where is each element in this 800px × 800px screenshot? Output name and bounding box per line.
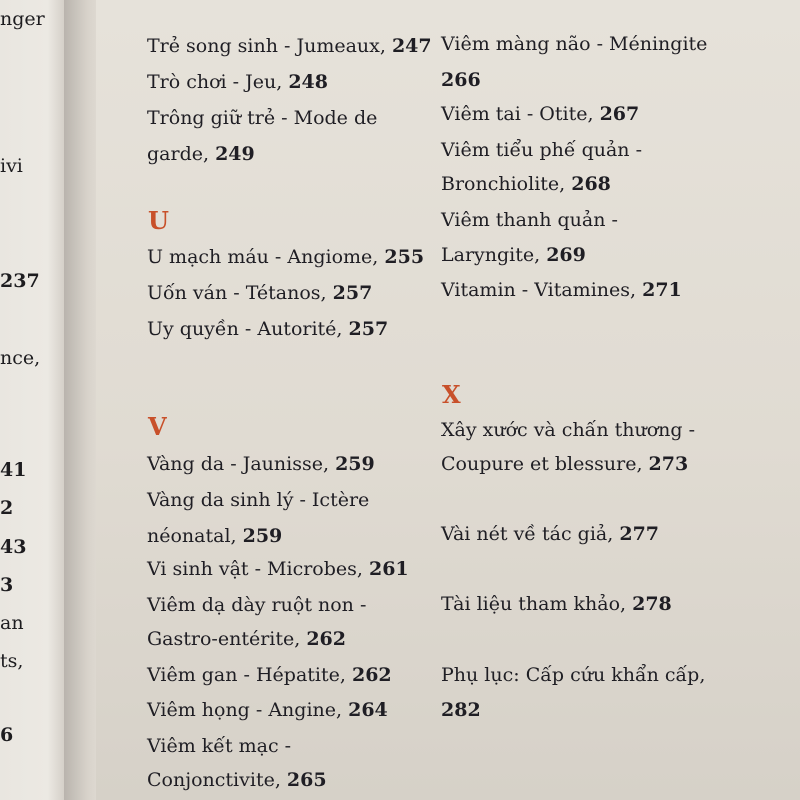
index-entry: Viêm thanh quản -	[441, 209, 618, 231]
index-entry: Vàng da - Jaunisse, 259	[147, 453, 375, 475]
index-entry: Uy quyền - Autorité, 257	[147, 318, 389, 340]
index-entry: Vitamin - Vitamines, 271	[441, 279, 682, 301]
index-entry: Gastro-entérite, 262	[147, 628, 346, 650]
index-entry: Coupure et blessure, 273	[441, 453, 689, 475]
index-entry: garde, 249	[147, 143, 255, 165]
index-entry: Vi sinh vật - Microbes, 261	[147, 558, 409, 580]
index-entry: Trẻ song sinh - Jumeaux, 247	[147, 35, 432, 57]
section-letter-u: U	[148, 206, 169, 235]
section-letter-v: V	[148, 412, 167, 441]
section-letter-x: X	[442, 380, 461, 409]
index-entry: Xây xước và chấn thương -	[441, 419, 696, 441]
index-entry-references: Tài liệu tham khảo, 278	[441, 593, 672, 615]
index-entry: Trò chơi - Jeu, 248	[147, 71, 328, 93]
left-margin-fragment: nce,	[0, 347, 41, 369]
index-entry: Uốn ván - Tétanos, 257	[147, 282, 373, 304]
index-entry: Bronchiolite, 268	[441, 173, 611, 195]
index-entry: Viêm tiểu phế quản -	[441, 139, 642, 161]
index-entry: Viêm dạ dày ruột non -	[147, 594, 367, 616]
left-margin-fragment: 43	[0, 536, 27, 558]
left-margin-fragment: 2	[0, 497, 14, 519]
index-entry: U mạch máu - Angiome, 255	[147, 246, 425, 268]
index-entry: Viêm gan - Hépatite, 262	[147, 664, 392, 686]
index-entry: Viêm họng - Angine, 264	[147, 699, 388, 721]
left-margin-fragment: ivi	[0, 155, 23, 177]
index-entry: 266	[441, 69, 481, 91]
left-margin-fragment: 41	[0, 459, 27, 481]
left-margin-fragment: 237	[0, 270, 40, 292]
index-entry-appendix: 282	[441, 699, 481, 721]
index-entry: Viêm màng não - Méningite	[441, 33, 708, 55]
left-margin-fragment: 6	[0, 724, 14, 746]
left-margin-fragment: an	[0, 612, 24, 634]
index-entry: néonatal, 259	[147, 525, 283, 547]
left-margin-fragment: ts,	[0, 650, 24, 672]
index-entry: Trông giữ trẻ - Mode de	[147, 107, 378, 129]
index-entry-author: Vài nét về tác giả, 277	[441, 523, 660, 545]
index-entry: Vàng da sinh lý - Ictère	[147, 489, 370, 511]
index-entry: Viêm tai - Otite, 267	[441, 103, 640, 125]
left-margin-fragment: nger	[0, 8, 45, 30]
left-page-edge	[0, 0, 68, 800]
index-entry: Laryngite, 269	[441, 244, 586, 266]
index-entry: Viêm kết mạc -	[147, 735, 292, 757]
left-margin-fragment: 3	[0, 574, 14, 596]
index-entry-appendix: Phụ lục: Cấp cứu khẩn cấp,	[441, 664, 706, 686]
index-entry: Conjonctivite, 265	[147, 769, 327, 791]
